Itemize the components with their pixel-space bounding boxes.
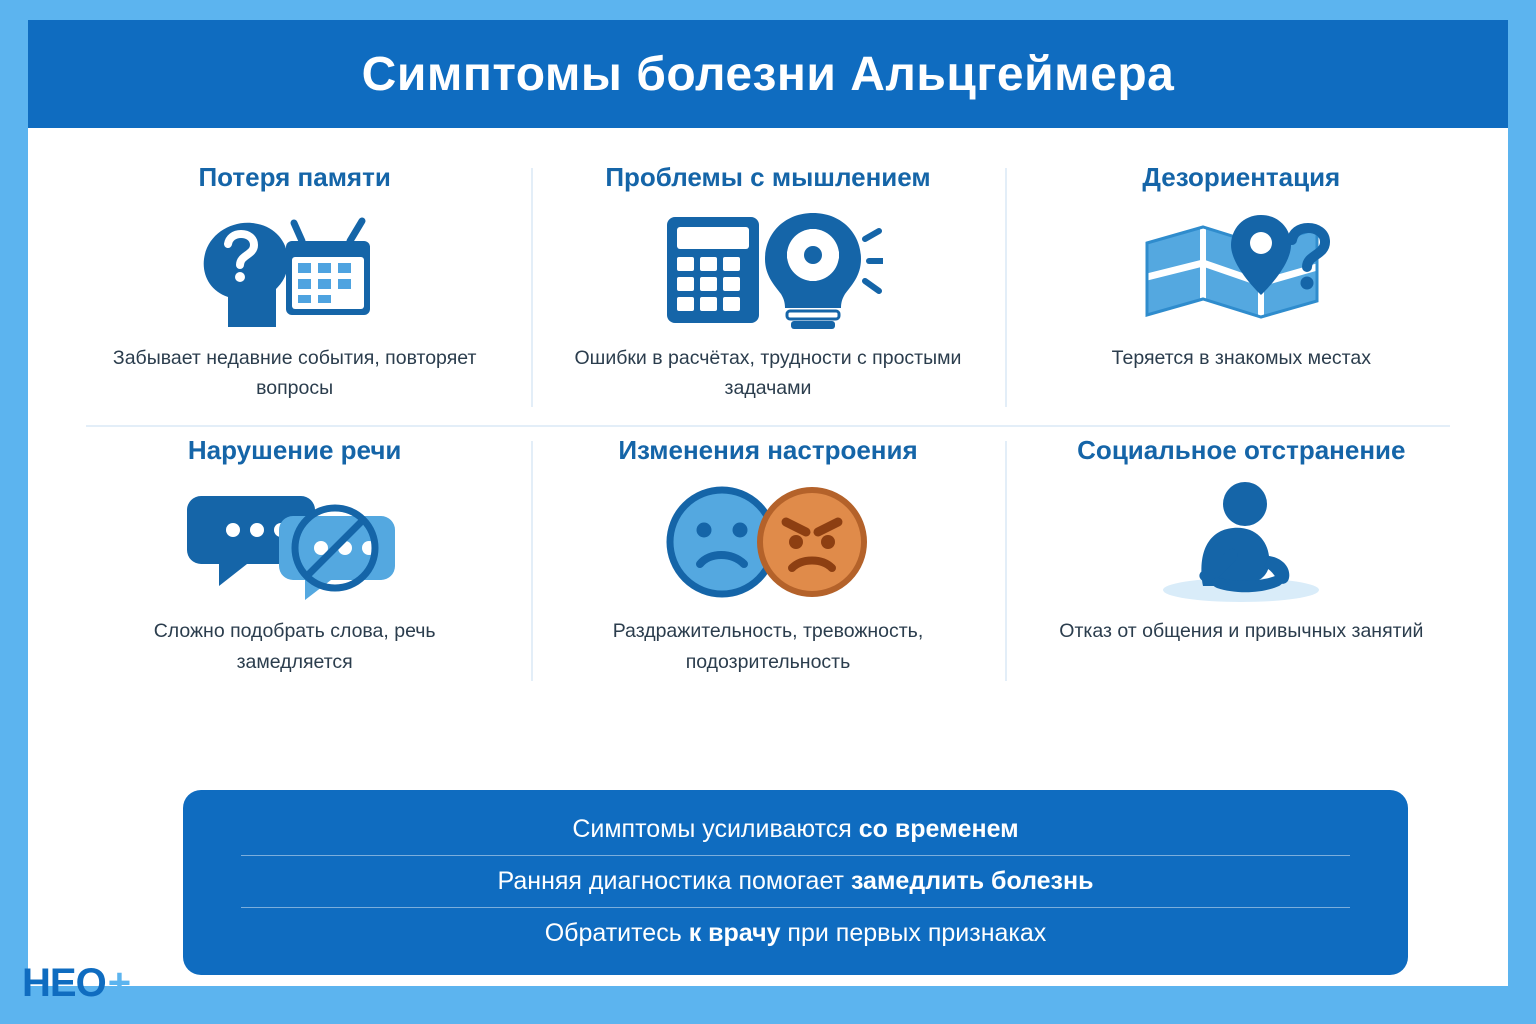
page-title: Симптомы болезни Альцгеймера <box>361 47 1175 101</box>
key-message-1-prefix: Симптомы усиливаются <box>572 815 859 843</box>
sad-angry-faces-icon <box>547 476 988 608</box>
key-messages-panel <box>183 790 1408 975</box>
calculator-lightbulb-icon <box>547 203 988 335</box>
symptom-description: Сложно подобрать слова, речь замедляется <box>153 620 436 673</box>
key-message-3-prefix: Обратитесь <box>544 919 689 947</box>
symptom-description: Теряется в знакомых местах <box>1111 347 1371 369</box>
symptoms-grid <box>28 128 1508 695</box>
symptom-heading: Нарушение речи <box>187 435 402 466</box>
symptom-heading: Потеря памяти <box>198 162 391 192</box>
key-message-3-bold: к врачу <box>688 919 781 947</box>
symptom-description: Отказ от общения и привычных занятий <box>1059 620 1424 643</box>
key-message-3-suffix: при первых признаках <box>780 919 1047 947</box>
symptom-description: Забывает недавние события, повторяет вопросы <box>112 347 477 400</box>
brand-logo <box>22 961 130 1006</box>
head-question-calendar-icon <box>74 203 515 335</box>
symptom-heading: Социальное отстранение <box>1077 435 1406 466</box>
speech-bubbles-blocked-icon <box>74 476 515 608</box>
symptom-card-mood-changes <box>531 427 1004 694</box>
map-pin-question-icon <box>1021 203 1462 335</box>
symptom-heading: Дезориентация <box>1142 162 1341 192</box>
brand-logo-plus: + <box>107 961 131 1005</box>
symptom-card-disorientation <box>1005 154 1478 421</box>
poster-header <box>28 20 1508 128</box>
poster-card <box>28 20 1508 986</box>
symptom-card-thinking-problems <box>531 154 1004 421</box>
sitting-person-alone-icon <box>1021 476 1462 608</box>
symptom-card-memory-loss <box>58 154 531 421</box>
symptom-card-social-withdrawal <box>1005 427 1478 694</box>
symptom-heading: Изменения настроения <box>618 435 918 466</box>
key-message-2 <box>241 855 1350 907</box>
symptom-card-speech-impairment <box>58 427 531 694</box>
key-message-2-prefix: Ранняя диагностика помогает <box>497 867 851 895</box>
key-message-1-bold: со временем <box>858 815 1019 843</box>
symptom-description: Ошибки в расчётах, трудности с простыми задачами <box>574 347 962 400</box>
key-message-2-bold: замедлить болезнь <box>850 867 1094 895</box>
symptom-heading: Проблемы с мышлением <box>605 162 931 192</box>
brand-logo-text: HEO <box>22 961 106 1005</box>
key-message-1 <box>183 804 1408 855</box>
key-message-3 <box>241 907 1350 959</box>
symptom-description: Раздражительность, тревожность, подозрительность <box>612 620 924 673</box>
